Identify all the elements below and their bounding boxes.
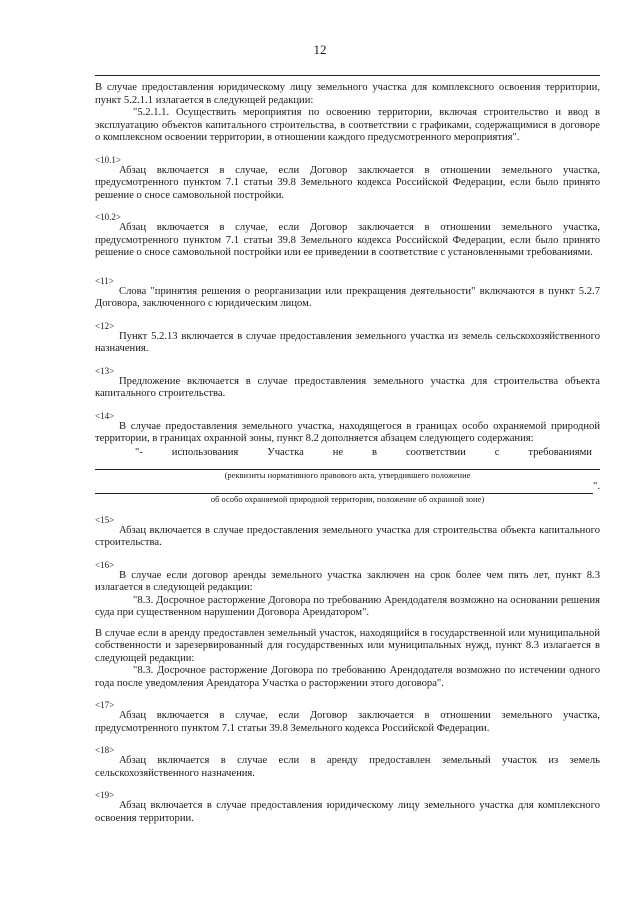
- closing-quote: ".: [593, 481, 600, 492]
- quote-paragraph: "8.3. Досрочное расторжение Договора по требованию Арендодателя возможно по истечении одного года после уведомления Арендатора Участка о расторжении этого договора".: [95, 665, 600, 689]
- blank-line: [95, 459, 600, 470]
- footnote-16: [95, 560, 600, 691]
- top-divider: [95, 75, 600, 76]
- footnote-mark: <10.2>: [95, 212, 121, 222]
- footnote-mark: <16>: [95, 559, 115, 570]
- blank-caption: (реквизиты нормативного правового акта, утвердившего положение: [224, 470, 471, 480]
- intro-quote: "5.2.1.1. Осуществить мероприятия по освоению территории, включая строительство и ввод в эксплуатацию объектов капитального строительства, в соответствии с графиками, содержащимися в договоре о комплексном освоении территории, в отношении каждого предусмотренного мероприятия".: [95, 107, 600, 143]
- footnote-19: [95, 790, 600, 825]
- fill-word: Участка: [267, 446, 304, 458]
- paragraph: В случае если в аренду предоставлен земельный участок, находящийся в государственной или муниципальной собственности и зарезервированный для государственных или муниципальных нужд, пункт 8.3 излагается в следующей редакции:: [95, 627, 600, 664]
- footnote-mark: <17>: [95, 700, 115, 710]
- footnote-text: Предложение включается в случае предоставления земельного участка для строительства объекта капитального строительства.: [95, 375, 600, 399]
- footnote-15: [95, 515, 600, 550]
- fill-word: "-: [135, 446, 143, 458]
- footnote-mark: <19>: [95, 790, 115, 800]
- footnote-text: В случае если договор аренды земельного участка заключен на срок более чем пять лет, пункт 8.3 излагается в следующей редакции:: [95, 569, 600, 593]
- intro-paragraph: В случае предоставления юридическому лицу земельного участка для комплексного освоения территории, пункт 5.2.1.1 излагается в следующей редакции:: [95, 82, 600, 106]
- fill-word: соответствии: [405, 446, 466, 458]
- fill-word: использования: [171, 446, 239, 458]
- fill-word: в: [372, 446, 378, 458]
- footnote-text: Абзац включается в случае, если Договор заключается в отношении земельного участка, предусмотренного пунктом 7.1 статьи 39.8 Земельного кодекса Российской Федерации.: [95, 710, 600, 734]
- blank-row: [95, 481, 600, 494]
- footnote-14: [95, 411, 600, 505]
- fill-word: требованиями: [528, 446, 592, 458]
- footnote-mark: <10.1>: [95, 154, 121, 165]
- footnote-13: [95, 366, 600, 401]
- blank-caption: об особо охраняемой природной территории, положение об охранной зоне): [210, 493, 485, 504]
- document-body: [95, 82, 600, 825]
- footnote-mark: <11>: [95, 275, 114, 286]
- quote-paragraph: "8.3. Досрочное расторжение Договора по требованию Арендодателя возможно на основании решения суда при существенном нарушении Договора Арендатором".: [95, 594, 600, 618]
- footnote-mark: <18>: [95, 745, 115, 755]
- footnote-mark: <14>: [95, 410, 115, 421]
- fill-word: с: [494, 446, 500, 458]
- footnote-10-1: [95, 155, 600, 203]
- footnote-text: Абзац включается в случае если в аренду предоставлен земельный участок из земель сельскохозяйственного назначения.: [95, 755, 600, 779]
- footnote-mark: <12>: [95, 320, 115, 331]
- footnote-text: Абзац включается в случае предоставления юридическому лицу земельного участка для комплексного освоения территории.: [95, 800, 600, 824]
- footnote-text: В случае предоставления земельного участка, находящегося в границах особо охраняемой природной территории, в границах охранной зоны, пункт 8.2 дополняется абзацем следующего содержания:: [95, 420, 600, 444]
- footnote-12: [95, 321, 600, 356]
- footnote-mark: <15>: [95, 514, 115, 525]
- footnote-17: [95, 700, 600, 735]
- footnote-11: [95, 276, 600, 311]
- footnote-text: Абзац включается в случае, если Договор заключается в отношении земельного участка, предусмотренного пунктом 7.1 статьи 39.8 Земельного кодекса Российской Федерации, если было принято решение о сносе самовольной постройки или ее приведении в соответствие с установленными требованиями.: [95, 222, 600, 258]
- footnote-10-2: [95, 212, 600, 260]
- blank-line: [95, 483, 593, 494]
- footnote-18: [95, 745, 600, 780]
- fill-in-phrase: [95, 447, 600, 460]
- footnote-text: Пункт 5.2.13 включается в случае предоставления земельного участка из земель сельскохозяйственного назначения.: [95, 330, 600, 354]
- footnote-text: Абзац включается в случае, если Договор заключается в отношении земельного участка, предусмотренного пунктом 7.1 статьи 39.8 Земельного кодекса Российской Федерации, если было принято решение о сносе самовольной постройки.: [95, 164, 600, 201]
- footnote-text: Слова "принятия решения о реорганизации или прекращения деятельности" включаются в пункт 5.2.7 Договора, заключенного с юридическим лицом.: [95, 285, 600, 309]
- footnote-text: Абзац включается в случае предоставления земельного участка для строительства объекта капитального строительства.: [95, 524, 600, 548]
- footnote-mark: <13>: [95, 365, 115, 376]
- page-number: 12: [313, 42, 327, 57]
- fill-word: не: [332, 446, 344, 458]
